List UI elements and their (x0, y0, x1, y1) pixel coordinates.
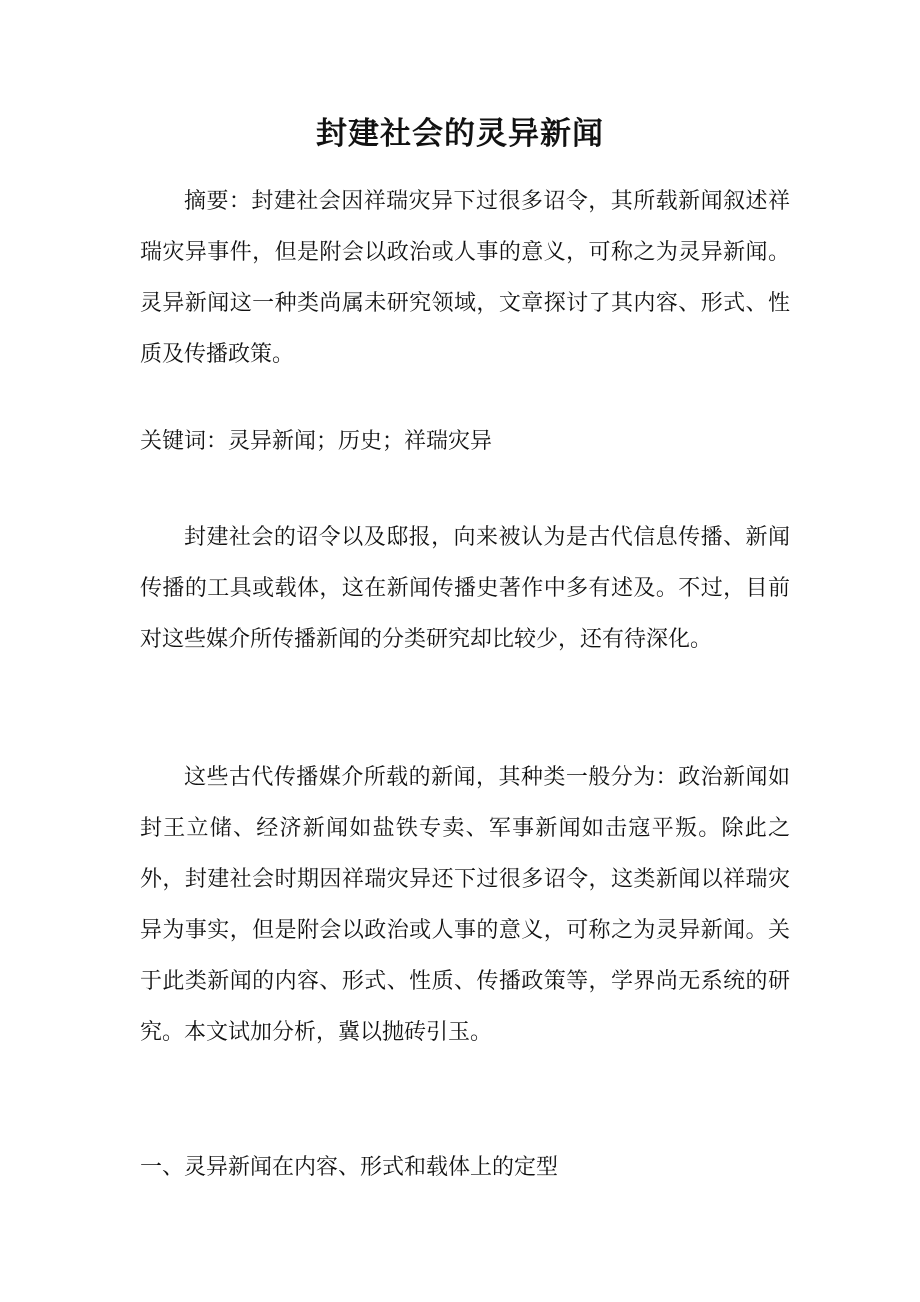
body-paragraph-1: 封建社会的诏令以及邸报，向来被认为是古代信息传播、新闻传播的工具或载体，这在新闻传播史著作中多有述及。不过，目前对这些媒介所传播新闻的分类研究却比较少，还有待深化。 (140, 525, 790, 652)
document-title: 封建社会的灵异新闻 (316, 116, 604, 152)
body-paragraph-2: 这些古代传播媒介所载的新闻，其种类一般分为：政治新闻如封王立储、经济新闻如盐铁专卖、军事新闻如击寇平叛。除此之外，封建社会时期因祥瑞灾异还下过很多诏令，这类新闻以祥瑞灾异为事实，但是附会以政治或人事的意义，可称之为灵异新闻。关于此类新闻的内容、形式、性质、传播政策等，学界尚无系统的研究。本文试加分析，冀以抛砖引玉。 (140, 765, 790, 1045)
keywords-line: 关键词：灵异新闻；历史；祥瑞灾异 (140, 429, 493, 454)
abstract-paragraph: 摘要：封建社会因祥瑞灾异下过很多诏令，其所载新闻叙述祥瑞灾异事件，但是附会以政治或人事的意义，可称之为灵异新闻。灵异新闻这一种类尚属未研究领域，文章探讨了其内容、形式、性质及传播政策。 (140, 189, 790, 367)
section-heading-1: 一、灵异新闻在内容、形式和载体上的定型 (140, 1155, 559, 1180)
